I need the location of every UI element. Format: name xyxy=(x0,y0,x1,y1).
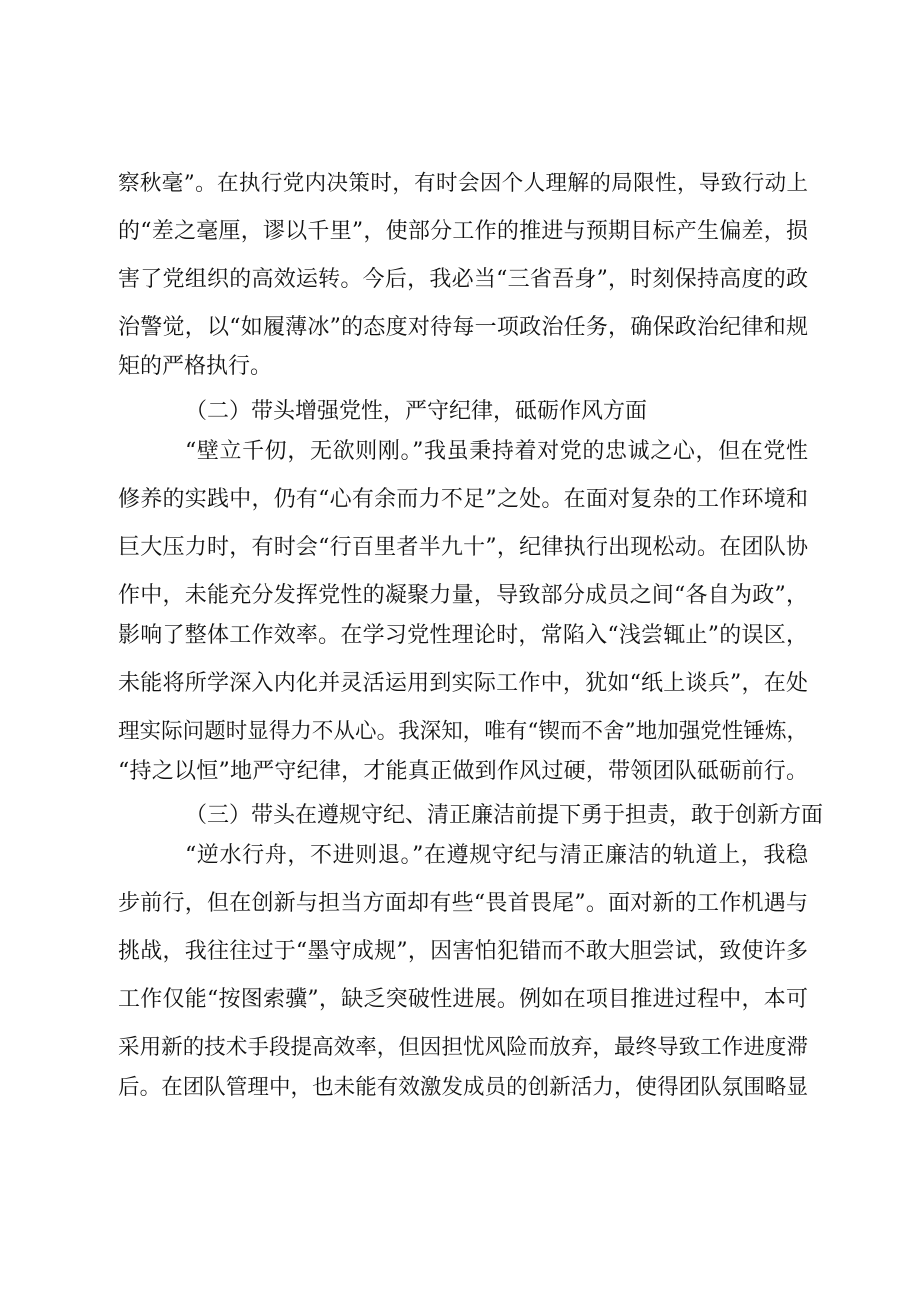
section-heading-3: （三）带头在遵规守纪、清正廉洁前提下勇于担责，敢于创新方面 xyxy=(185,803,824,828)
paragraph-3-line-4: 工作仅能“按图索骥”，缺乏突破性进展。例如在项目推进过程中，本可 xyxy=(118,987,808,1012)
paragraph-3-line-2: 步前行，但在创新与担当方面却有些“畏首畏尾”。面对新的工作机遇与 xyxy=(118,891,808,916)
paragraph-2-line-4: 作中，未能充分发挥党性的凝聚力量，导致部分成员之间“各自为政”， xyxy=(118,583,808,608)
paragraph-2-line-1: “壁立千仞，无欲则刚。”我虽秉持着对党的忠诚之心，但在党性 xyxy=(185,439,808,464)
paragraph-2-line-3: 巨大压力时，有时会“行百里者半九十”，纪律执行出现松动。在团队协 xyxy=(118,535,808,560)
paragraph-2-line-6: 未能将所学深入内化并灵活运用到实际工作中，犹如“纸上谈兵”，在处 xyxy=(118,671,808,696)
paragraph-3-line-6: 后。在团队管理中，也未能有效激发成员的创新活力，使得团队氛围略显 xyxy=(118,1075,808,1100)
paragraph-3-line-5: 采用新的技术手段提高效率，但因担忧风险而放弃，最终导致工作进度滞 xyxy=(118,1035,808,1060)
paragraph-1-line-3: 害了党组织的高效运转。今后，我必当“三省吾身”，时刻保持高度的政 xyxy=(118,267,808,292)
paragraph-3-line-3: 挑战，我往往过于“墨守成规”，因害怕犯错而不敢大胆尝试，致使许多 xyxy=(118,939,808,964)
paragraph-2-line-7: 理实际问题时显得力不从心。我深知，唯有“锲而不舍”地加强党性锤炼， xyxy=(118,719,808,744)
paragraph-1-line-4: 治警觉，以“如履薄冰”的态度对待每一项政治任务，确保政治纪律和规 xyxy=(118,315,808,340)
paragraph-2-line-5: 影响了整体工作效率。在学习党性理论时，常陷入“浅尝辄止”的误区， xyxy=(118,623,808,648)
paragraph-2-line-2: 修养的实践中，仍有“心有余而力不足”之处。在面对复杂的工作环境和 xyxy=(118,487,808,512)
paragraph-2-line-8: “持之以恒”地严守纪律，才能真正做到作风过硬，带领团队砥砺前行。 xyxy=(118,759,808,784)
paragraph-1-line-2: 的“差之毫厘，谬以千里”，使部分工作的推进与预期目标产生偏差，损 xyxy=(118,219,808,244)
paragraph-1-line-1: 察秋毫”。在执行党内决策时，有时会因个人理解的局限性，导致行动上 xyxy=(118,171,808,196)
paragraph-3-line-1: “逆水行舟，不进则退。”在遵规守纪与清正廉洁的轨道上，我稳 xyxy=(185,843,808,868)
paragraph-1-line-5: 矩的严格执行。 xyxy=(118,354,273,379)
section-heading-2: （二）带头增强党性，严守纪律，砥砺作风方面 xyxy=(185,399,648,424)
